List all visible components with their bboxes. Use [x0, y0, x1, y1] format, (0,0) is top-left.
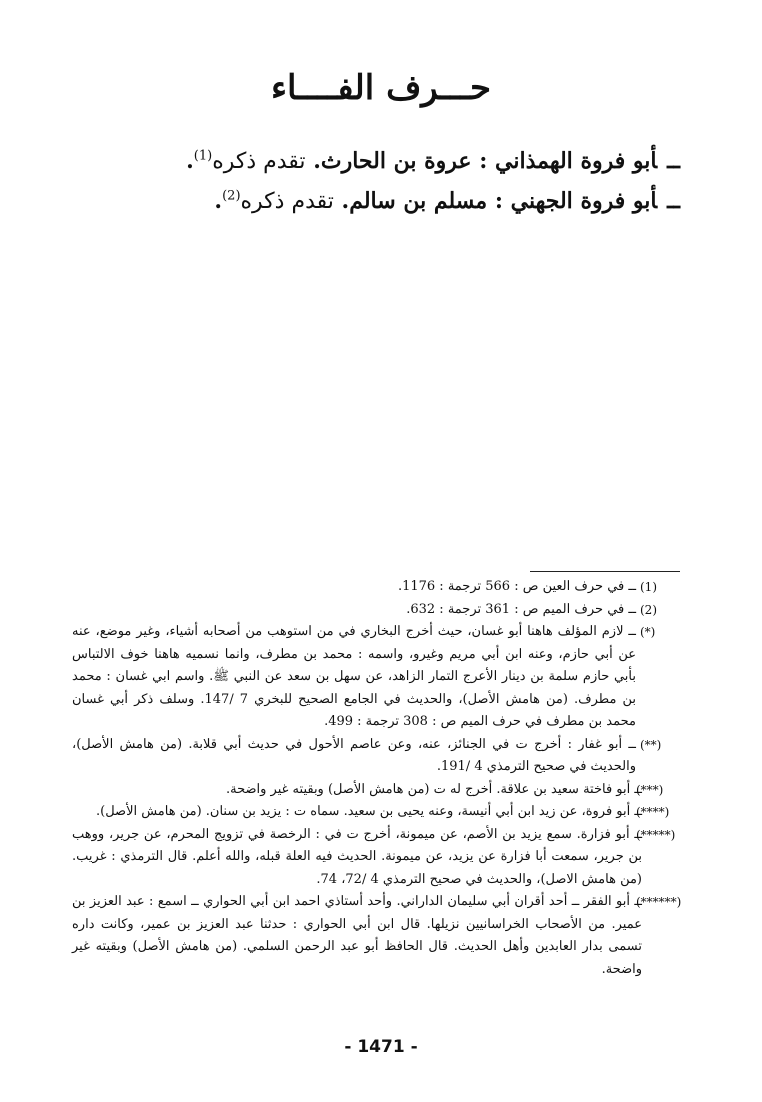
footnote [72, 734, 684, 779]
entry-abu-farwa-juhani [80, 188, 680, 214]
entry-footnote-ref[interactable]: (1) [193, 148, 213, 164]
footnote-text: ــ في حرف العين ص : 566 ترجمة : 1176. [397, 579, 636, 594]
footnote [72, 801, 684, 824]
entry-end: . [186, 148, 194, 174]
footnote-text: ــ لازم المؤلف هاهنا أبو غسان، حيث أخرج البخاري في من استوهب من أصحابه أشياء، وغير موضع، عنه عن أبي حازم، وعنه ابن أبي مريم وغيرو، واسمه : محمد بن مطرف، وانما نسميه هاهنا خوف الالتباس بأبي حازم سلمة بن دينار الأعرج التمار الزاهد، عن سهل بن سعد عن النبي ﷺ. واسم ابي غسان : محمد بن مطرف. (من هامش الأصل)، والحديث في الجامع الصحيح للبخري 7 /147. وسلف ذكر أبي غسان محمد بن مطرف في حرف الميم ص : 308 ترجمة : 499. [72, 624, 637, 729]
footnote-mark: (****) [636, 805, 670, 819]
footnote-text: ــ أبو فروة، عن زيد ابن أبي أنيسة، وعنه يحيى بن سعيد. سماه ت : يزيد بن سنان. (من هامش الأصل). [95, 804, 642, 819]
footnote-mark: (******) [636, 895, 682, 909]
footnote-text: ــ أبو فاختة سعيد بن علاقة. أخرج له ت (من هامش الأصل) وبقيته غير واضحة. [225, 781, 642, 797]
footnote-separator [530, 571, 680, 572]
section-heading: حـــرف الفــــاء [271, 68, 491, 108]
footnote-mark: (**) [640, 737, 662, 752]
entry-end: . [214, 188, 223, 214]
entry-abu-farwa-hamdhani [80, 148, 680, 174]
entry-tail: تقدم ذكره [240, 189, 334, 214]
footnote [72, 621, 684, 734]
entry-name: أبو فروة الجهني : مسلم بن سالم. [341, 188, 658, 214]
footnote-mark: (2) [640, 602, 657, 617]
footnote-mark: (*****) [636, 827, 676, 842]
page-number: - 1471 - [344, 1037, 418, 1057]
footnote-mark: (*) [640, 625, 656, 639]
footnote [72, 891, 684, 981]
footnote-text: ــ في حرف الميم ص : 361 ترجمة : 632. [406, 601, 636, 617]
entry-dash: ــ [667, 148, 680, 174]
footnote [72, 599, 684, 622]
footnote-mark: (***) [636, 782, 664, 797]
entry-dash: ــ [667, 188, 680, 214]
footnote-text: ــ أبو الفقر ــ أحد أقران أبي سليمان الداراني. وأحد أستاذي احمد ابن أبي الحواري ــ اسمع : عبد العزيز بن عمير. من الأصحاب الخراسانيين نزيلها. قال ابن أبي الحواري : حدثنا عبد العزيز بن عمير، وكانت داره تسمى بدار العابدين وأهل الحديث. قال الحافظ أبو عبد الرحمن السلمي. (من هامش الأصل) وبقيته غير واضحة. [72, 894, 642, 977]
footnote [72, 576, 684, 599]
footnotes [72, 576, 684, 981]
footnote-text: ــ أبو غفار : أخرج ت في الجنائز، عنه، وعن عاصم الأحول في حديث أبي قلابة. (من هامش الأصل)، والحديث في صحيح الترمذي 4 /191. [72, 736, 636, 774]
footnote [72, 824, 684, 892]
entry-footnote-ref[interactable]: (2) [222, 188, 241, 204]
footnote [72, 779, 684, 802]
entry-name: أبو فروة الهمذاني : عروة بن الحارث. [313, 148, 658, 174]
footnote-mark: (1) [640, 580, 657, 594]
entry-tail: تقدم ذكره [212, 149, 306, 174]
footnote-text: ــ أبو فزارة. سمع يزيد بن الأصم، عن ميمونة، أخرج ت في : الرخصة في تزويج المحرم، عن جرير، ووهب بن جرير، سمعت أبا فزارة عن يزيد، عن ميمونة. الحديث فيه العلة قبله، والله أعلم. قال الترمذي : غريب. (من هامش الاصل)، والحديث في صحيح الترمذي 4 /72، 74. [72, 826, 642, 887]
